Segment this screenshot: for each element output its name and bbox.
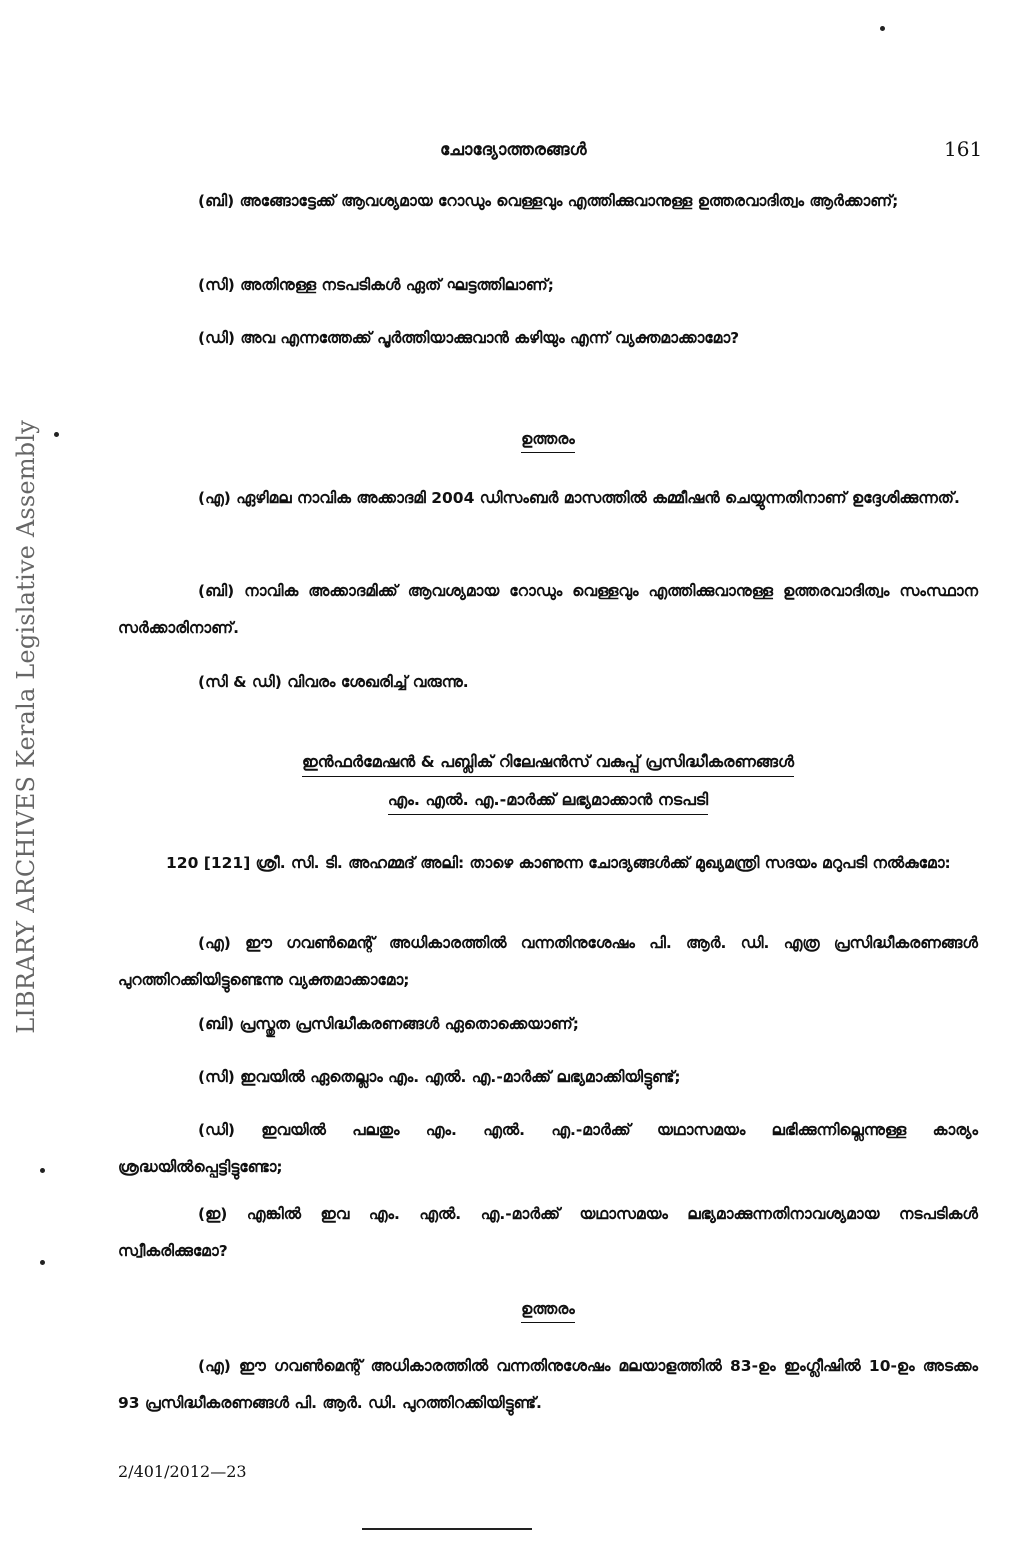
watermark <box>12 420 52 1150</box>
answer-item-cd: (സി & ഡി) വിവരം ശേഖരിച്ച് വരുന്നു. <box>198 673 469 691</box>
scan-speck <box>54 432 59 437</box>
answer-heading: ഉത്തരം <box>118 430 978 449</box>
scan-speck <box>40 1168 45 1173</box>
running-head: ചോദ്യോത്തരങ്ങൾ <box>440 140 587 160</box>
question2-item-c: (സി) ഇവയിൽ ഏതെല്ലാം എം. എൽ. എ.-മാർക്ക് ലഭ്യമാക്കിയിട്ടുണ്ട്; <box>198 1068 681 1086</box>
page-number: 161 <box>944 137 983 161</box>
bottom-rule <box>362 1528 532 1530</box>
question-item-c: (സി) അതിനുള്ള നടപടികൾ ഏത് ഘട്ടത്തിലാണ്; <box>198 276 554 294</box>
question-item-b: (ബി) അങ്ങോട്ടേക്ക് ആവശ്യമായ റോഡും വെള്ളവും എത്തിക്കുവാനുള്ള ഉത്തരവാദിത്വം ആർക്കാണ്; <box>198 192 899 210</box>
answer-item-b: (ബി) നാവിക അക്കാദമിക്ക് ആവശ്യമായ റോഡും വെള്ളവും എത്തിക്കുവാനുള്ള ഉത്തരവാദിത്വം സംസ്ഥാന സർക്കാരിനാണ്. <box>118 582 978 637</box>
answer-item-a: (എ) ഏഴിമല നാവിക അക്കാദമി 2004 ഡിസംബർ മാസത്തിൽ കമ്മീഷൻ ചെയ്യുന്നതിനാണ് ഉദ്ദേശിക്കുന്നത്. <box>198 489 960 507</box>
question2-item-b: (ബി) പ്രസ്തുത പ്രസിദ്ധീകരണങ്ങൾ ഏതൊക്കെയാണ്; <box>198 1015 579 1033</box>
section-subtitle: എം. എൽ. എ.-മാർക്ക് ലഭ്യമാക്കാൻ നടപടി <box>118 780 978 820</box>
answer2-item-a: (എ) ഈ ഗവൺമെന്റ് അധികാരത്തിൽ വന്നതിനുശേഷം മലയാളത്തിൽ 83-ഉം ഇംഗ്ലീഷിൽ 10-ഉം അടക്കം 93 പ്രസിദ്ധീകരണങ്ങൾ പി. ആർ. ഡി. പുറത്തിറക്കിയിട്ടുണ്ട്. <box>118 1357 978 1412</box>
question-intro: 120 [121] ശ്രീ. സി. ടി. അഹമ്മദ് അലി: താഴെ കാണുന്ന ചോദ്യങ്ങൾക്ക് മുഖ്യമന്ത്രി സദയം മറുപടി നൽകുമോ: <box>166 854 951 872</box>
section-title: ഇൻഫർമേഷൻ & പബ്ലിക് റിലേഷൻസ് വകുപ്പ് പ്രസിദ്ധീകരണങ്ങൾ <box>118 742 978 782</box>
question2-item-a: (എ) ഈ ഗവൺമെന്റ് അധികാരത്തിൽ വന്നതിനുശേഷം പി. ആർ. ഡി. എത്ര പ്രസിദ്ധീകരണങ്ങൾ പുറത്തിറക്കിയിട്ടുണ്ടെന്നു വ്യക്തമാക്കാമോ; <box>118 934 978 989</box>
scan-speck <box>40 1260 45 1265</box>
printer-code: 2/401/2012—23 <box>118 1462 247 1481</box>
watermark-text: LIBRARY ARCHIVES Kerala Legislative Assembly <box>12 420 40 1034</box>
question2-item-d: (ഡി) ഇവയിൽ പലതും എം. എൽ. എ.-മാർക്ക് യഥാസമയം ലഭിക്കുന്നില്ലെന്നുള്ള കാര്യം ശ്രദ്ധയിൽപ്പെട്ടിട്ടുണ്ടോ; <box>118 1121 978 1176</box>
question2-item-e: (ഇ) എങ്കിൽ ഇവ എം. എൽ. എ.-മാർക്ക് യഥാസമയം ലഭ്യമാക്കുന്നതിനാവശ്യമായ നടപടികൾ സ്വീകരിക്കുമോ? <box>118 1205 978 1260</box>
question-item-d: (ഡി) അവ എന്നത്തേക്ക് പൂർത്തിയാക്കുവാൻ കഴിയും എന്ന് വ്യക്തമാക്കാമോ? <box>198 329 740 347</box>
answer2-heading: ഉത്തരം <box>118 1300 978 1319</box>
scan-speck <box>880 26 885 31</box>
